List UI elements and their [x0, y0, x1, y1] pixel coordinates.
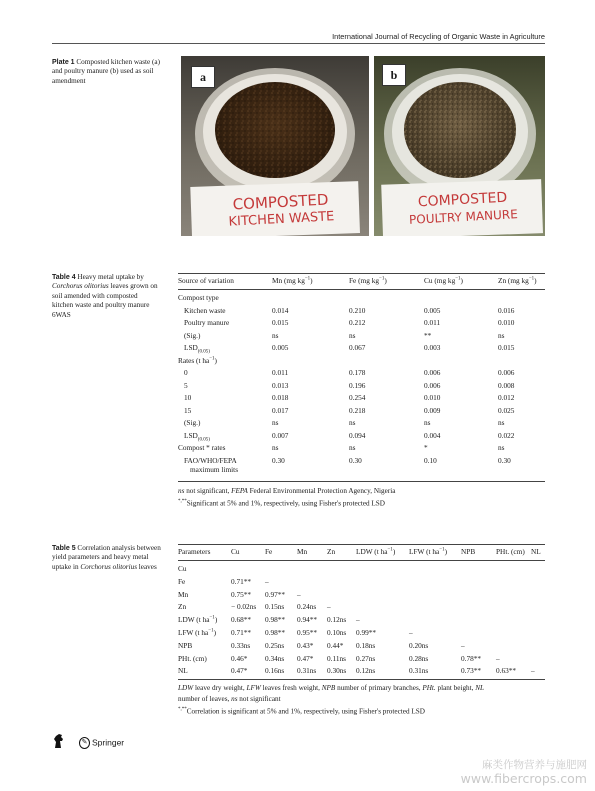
table4-cell: ** — [424, 330, 432, 340]
table4-cell: 0.210 — [349, 305, 366, 315]
table4-header-close: ) — [310, 276, 313, 285]
table4-row-label-text: (Sig.) — [184, 418, 201, 427]
table4-cell: ns — [349, 443, 356, 452]
table4-row-label-line2: maximum limits — [190, 464, 239, 474]
table4-note2-sup: *,** — [178, 499, 187, 504]
table4-cell: ns — [272, 443, 279, 452]
table5-row-label-sup: −1 — [209, 615, 215, 621]
table4-cell: 0.212 — [349, 318, 366, 327]
table5-note2-sup: *,** — [178, 707, 187, 712]
table5-row — [178, 602, 545, 614]
table4-row-label-text: LSD — [184, 430, 198, 440]
journal-header: International Journal of Recycling of Organic Waste in Agriculture — [332, 32, 545, 41]
table5-row-label — [178, 577, 185, 586]
table5-header-cell — [265, 547, 272, 556]
table5-cell: 0.15ns — [265, 602, 285, 612]
table5-cell: – — [327, 602, 331, 612]
table4-header-sup: −1 — [304, 276, 311, 282]
table5-cell: 0.34ns — [265, 653, 285, 663]
table4-row-label-text: Rates (t ha — [178, 355, 210, 365]
table4-row — [178, 356, 545, 368]
table5-row — [178, 615, 545, 627]
table4-row-label-suffix: ) — [214, 355, 217, 365]
table4-cell: ns — [498, 443, 505, 452]
table5-cell: 0.12ns — [327, 615, 347, 625]
table4 — [178, 270, 545, 485]
table4-row — [178, 455, 545, 474]
table5-header-close: ) — [392, 547, 396, 556]
springer-horse-icon — [52, 733, 66, 749]
table4-cell: 0.013 — [272, 380, 289, 390]
table5-cell: 0.28ns — [409, 653, 429, 663]
table5-row-label — [178, 590, 188, 599]
table4-row-label — [184, 406, 191, 415]
table5-row-label — [178, 602, 186, 611]
table4-caption-pre: Heavy metal uptake by — [77, 273, 144, 281]
table4-cell: 0.014 — [272, 305, 289, 315]
table4-row-label — [184, 306, 226, 315]
table4-cell: 0.015 — [272, 318, 289, 327]
table5-row-label — [178, 628, 216, 637]
table5-header-cell — [531, 547, 541, 556]
table4-cell: * — [424, 443, 428, 452]
table4-cell: 0.006 — [498, 368, 515, 377]
table5-caption-pre: Correlation analysis between yield parameters and heavy metal uptake in — [52, 544, 161, 571]
table4-cell: 0.006 — [424, 368, 441, 377]
table5-cell: 0.20ns — [409, 640, 429, 650]
table5-note2-text: Correlation is significant at 5% and 1%, respectively, using Fisher's protected LSD — [186, 707, 425, 716]
header-rule — [52, 43, 545, 44]
table4-cell: ns — [349, 418, 356, 427]
table5-header-sup: −1 — [387, 547, 393, 553]
table4-row-label-text: Poultry manure — [184, 318, 230, 327]
panel-b-tag: b — [382, 64, 406, 86]
table4-cell: 0.196 — [349, 380, 366, 390]
table5-note-text: leaves fresh weight, — [260, 684, 322, 692]
table5-header-cell — [231, 547, 240, 556]
plate1-caption — [52, 58, 172, 86]
table5-header-text: Fe — [265, 547, 273, 556]
table5-header-sup: −1 — [439, 547, 445, 553]
table4-cell: 0.010 — [498, 318, 515, 327]
table4-row-label-text: 0 — [184, 368, 188, 377]
table4-cell: 0.004 — [424, 430, 441, 440]
table4-note2-text: Significant at 5% and 1%, respectively, using Fisher's protected LSD — [186, 499, 385, 508]
table4-row — [178, 343, 545, 355]
table5-row — [178, 590, 545, 602]
table4-row-label-sub: (0.05) — [197, 349, 210, 355]
table5-cell: – — [409, 628, 413, 637]
table5-row-label-suffix: ) — [214, 615, 218, 625]
table4-row-label-text: 15 — [184, 405, 192, 415]
springer-logo — [79, 737, 124, 749]
table5-label: Table 5 — [52, 545, 76, 552]
note-ns-text: not significant, — [184, 487, 232, 495]
table4-header-sup: −1 — [455, 276, 461, 282]
table4-top-rule — [178, 273, 545, 274]
table4-cell: 0.007 — [272, 430, 289, 440]
table5-row — [178, 564, 545, 576]
table5-cell: 0.31ns — [297, 666, 317, 676]
table4-cell: 0.10 — [424, 455, 437, 465]
table4-header-close: ) — [460, 276, 463, 285]
table5-note1 — [178, 684, 484, 692]
table5-cell: 0.18ns — [356, 640, 376, 650]
table4-cell: 0.009 — [424, 405, 441, 415]
table5-header-cell — [461, 547, 475, 556]
table4-header-cell — [272, 276, 313, 285]
table4-cell: ns — [498, 330, 505, 340]
table5-cell: 0.47* — [231, 666, 248, 676]
panel-a-sign-line2: KITCHEN WASTE — [228, 209, 335, 230]
table5-cell: – — [297, 589, 301, 599]
table5-note-abbr: PHt. — [422, 684, 436, 692]
table4-cell: 0.006 — [424, 380, 441, 390]
table5-row-label-sup: −1 — [208, 628, 214, 634]
table4-cell: 0.016 — [498, 305, 515, 315]
table4-row-label — [184, 343, 210, 354]
table5-cell: – — [496, 653, 500, 663]
table5-cell: 0.43* — [297, 640, 314, 650]
table5-row-label-text: Fe — [178, 576, 186, 586]
table5-row-label-text: LDW (t ha — [178, 615, 210, 625]
table5-header-text: Parameters — [178, 547, 211, 556]
table4-header-close: ) — [534, 276, 537, 285]
table4-row — [178, 381, 545, 393]
table4-row — [178, 331, 545, 343]
table5-row — [178, 577, 545, 589]
table5-cell: 0.63** — [496, 666, 517, 676]
note-ns-abbr: ns — [178, 487, 185, 495]
table5-cell: 0.47* — [297, 653, 314, 663]
table5-cell: – — [356, 615, 360, 625]
table4-note1 — [178, 487, 395, 495]
table5-cell: 0.78** — [461, 653, 482, 663]
table4-cell: 0.003 — [424, 343, 441, 352]
table5-caption-species: Corchorus olitorius — [80, 562, 137, 571]
table4-cell: 0.012 — [498, 393, 515, 402]
table5-row-label-text: Zn — [178, 602, 187, 612]
table4-row-label-text: Kitchen waste — [184, 305, 226, 315]
table4-cell: 0.30 — [349, 455, 362, 465]
table5-cell: 0.31ns — [409, 666, 429, 676]
table4-cell: 0.005 — [424, 305, 441, 315]
panel-b-sign-line2: POULTRY MANURE — [408, 207, 519, 227]
table5-cell: 0.10ns — [327, 628, 347, 637]
table5-cell: 0.12ns — [356, 666, 376, 676]
table4-cell: 0.025 — [498, 405, 515, 415]
table4-header-text: Cu (mg kg — [424, 276, 456, 285]
table5-header-text: NL — [531, 547, 541, 556]
table5-row-label — [178, 654, 207, 663]
table5-bottom-rule — [178, 679, 545, 680]
table4-row-label — [184, 318, 229, 327]
table5-note-abbr: LFW — [246, 684, 261, 692]
table4-cell: 0.017 — [272, 405, 289, 415]
table5-row-label-text: Mn — [178, 589, 189, 599]
table4-cell: 0.30 — [498, 455, 511, 465]
table4-cell: 0.218 — [349, 405, 366, 415]
panel-b-sign-line1: COMPOSTED — [417, 189, 508, 211]
table4-row — [178, 368, 545, 380]
table4-header-text: Fe (mg kg — [349, 276, 379, 285]
table4-row-label-text: LSD — [184, 343, 198, 352]
table4-header-cell — [349, 276, 387, 285]
table4-cell: 0.015 — [498, 343, 515, 352]
table5-cell: 0.46* — [231, 653, 248, 663]
table4-row-label — [178, 293, 219, 302]
table5-row-label-text: Cu — [178, 564, 187, 573]
table5-cell: 0.27ns — [356, 653, 376, 663]
table4-row-label — [184, 381, 188, 390]
table5-top-rule — [178, 544, 545, 545]
table4-cell: 0.178 — [349, 368, 366, 377]
table4-header-cell — [424, 276, 463, 285]
table4-row-label — [184, 393, 191, 402]
table4-row-label — [184, 431, 210, 442]
note-fepa-abbr: FEPA — [231, 487, 248, 495]
table5-header-cell — [178, 547, 210, 556]
table5-header-text: NPB — [461, 547, 476, 556]
table5-cell: − 0.02ns — [231, 602, 257, 612]
table4-row-label-text: 10 — [184, 393, 192, 402]
watermark-line2: www.fibercrops.com — [460, 771, 587, 786]
table5-header-text: PHt. (cm) — [496, 547, 525, 556]
table5-header-cell — [356, 547, 395, 556]
table5-cell: 0.71** — [231, 628, 252, 637]
table4-row — [178, 406, 545, 418]
table4-header-text: Mn (mg kg — [272, 276, 305, 285]
table4-cell: 0.094 — [349, 430, 366, 440]
table4-header-cell — [498, 276, 537, 285]
table5-note-abbr: LDW — [178, 684, 194, 692]
table4-row-label-text: (Sig.) — [184, 330, 201, 340]
table5-header-text: LFW (t ha — [409, 547, 440, 556]
table5-header-cell — [496, 547, 525, 556]
table5-cell: – — [265, 576, 269, 586]
table4-cell: ns — [498, 418, 505, 427]
table4-bottom-rule — [178, 481, 545, 482]
table4-header-rule — [178, 289, 545, 290]
table4-row-label — [184, 368, 188, 377]
table5-note-text: number of primary branches, — [335, 684, 423, 692]
springer-circle-icon: ✎ — [79, 737, 90, 749]
table5 — [178, 541, 545, 681]
table5-header-cell — [409, 547, 447, 556]
table5-cell: 0.30ns — [327, 666, 347, 676]
table5-header-text: Mn — [297, 547, 308, 556]
table5-header-text: Cu — [231, 547, 240, 556]
table5-row-label — [178, 641, 192, 650]
table5-row-label-text: LFW (t ha — [178, 628, 209, 637]
table4-header-sup: −1 — [379, 276, 385, 282]
table4-row-label-text: Compost * rates — [178, 443, 226, 452]
table4-label: Table 4 — [52, 274, 76, 281]
table4-cell: 0.254 — [349, 393, 366, 402]
table5-cell: – — [461, 640, 465, 650]
table4-row — [178, 431, 545, 443]
table4-caption — [52, 273, 160, 320]
table5-cell: 0.98** — [265, 615, 286, 625]
table5-row-label — [178, 615, 217, 624]
table4-cell: ns — [272, 418, 279, 427]
table4-row-label-text: FAO/WHO/FEPA — [184, 455, 237, 465]
table5-note-ns-abbr: ns — [231, 695, 238, 703]
table5-row — [178, 641, 545, 653]
table4-cell: ns — [424, 418, 431, 427]
table4-cell: ns — [272, 330, 279, 340]
table5-row-label-text: NL — [178, 666, 188, 676]
table5-row-label-text: PHt. (cm) — [178, 653, 207, 663]
table4-cell: 0.30 — [272, 455, 285, 465]
table5-cell: 0.68** — [231, 615, 252, 625]
table4-caption-post: leaves grown on soil amended with composted kitchen waste and poultry manure 6WAS — [52, 282, 158, 319]
table4-header-text: Zn (mg kg — [498, 276, 529, 285]
table4-header-sup: −1 — [528, 276, 535, 282]
table5-note-text: leave dry weight, — [193, 684, 247, 692]
table4-cell: 0.067 — [349, 343, 366, 352]
table4-row-label-text: Compost type — [178, 293, 219, 302]
table5-header-text: Zn — [327, 547, 336, 556]
table4-row-label — [184, 331, 200, 340]
table5-cell: – — [531, 666, 535, 676]
table5-cell: 0.71** — [231, 576, 252, 586]
table5-cell: 0.25ns — [265, 640, 285, 650]
table5-caption-post: leaves — [137, 562, 157, 571]
table4-cell: 0.005 — [272, 343, 289, 352]
table4-cell: 0.008 — [498, 380, 515, 390]
table5-cell: 0.75** — [231, 589, 252, 599]
table4-cell: 0.011 — [272, 368, 289, 377]
table5-header-text: LDW (t ha — [356, 547, 388, 556]
table5-caption — [52, 544, 162, 572]
table4-row-label — [178, 356, 217, 365]
table5-row — [178, 666, 545, 678]
table5-header-close: ) — [444, 547, 448, 556]
table5-cell: 0.97** — [265, 589, 286, 599]
table4-row — [178, 318, 545, 330]
table5-header-rule — [178, 560, 545, 561]
table4-header-text: Source of variation — [178, 276, 234, 285]
table5-note-nl-text: number of leaves, — [178, 695, 232, 703]
table4-row-label — [184, 418, 200, 427]
table4-note2 — [178, 499, 385, 507]
watermark-line1: 麻类作物营养与施肥网 — [482, 759, 587, 771]
table4-row-label — [178, 443, 225, 452]
table5-header-cell — [297, 547, 307, 556]
table4-row-label — [184, 456, 238, 474]
table4-row — [178, 443, 545, 455]
table4-cell: 0.011 — [424, 318, 441, 327]
table5-cell: 0.95** — [297, 628, 318, 637]
table5-note-abbr: NL — [475, 684, 485, 692]
table5-cell: 0.98** — [265, 628, 286, 637]
table4-cell: 0.010 — [424, 393, 441, 402]
table5-row — [178, 654, 545, 666]
table5-row-label-text: NPB — [178, 640, 193, 650]
table5-cell: 0.44* — [327, 640, 344, 650]
table5-cell: 0.73** — [461, 666, 482, 676]
table4-row — [178, 293, 545, 305]
table4-row-label-sup: −1 — [209, 356, 215, 362]
table5-cell: 0.94** — [297, 615, 318, 625]
panel-a-tag: a — [191, 66, 215, 88]
table5-row — [178, 628, 545, 640]
table4-header-close: ) — [384, 276, 387, 285]
table5-cell: 0.24ns — [297, 602, 317, 612]
photo-kitchen-waste — [181, 56, 369, 236]
table5-cell: 0.33ns — [231, 640, 251, 650]
photo-poultry-manure — [374, 56, 545, 236]
table5-row-label-suffix: ) — [213, 628, 217, 637]
table4-header-cell — [178, 276, 234, 285]
table5-header-cell — [327, 547, 335, 556]
table5-row-label — [178, 666, 188, 675]
springer-label: Springer — [92, 737, 125, 748]
plate1-caption-text: Composted kitchen waste (a) and poultry manure (b) used as soil amendment — [52, 58, 161, 85]
note-fepa-text: Federal Environmental Protection Agency, Nigeria — [247, 487, 396, 495]
table4-cell: 0.018 — [272, 393, 289, 402]
panel-a-sign-line1: COMPOSTED — [232, 190, 329, 214]
table4-row — [178, 418, 545, 430]
table5-note1-line2 — [178, 695, 281, 703]
table4-row — [178, 393, 545, 405]
table5-note-text: plant beight, — [435, 684, 476, 692]
table4-caption-species: Corchorus olitorius — [52, 282, 109, 291]
table4-cell: 0.022 — [498, 430, 515, 440]
table4-row-label-sub: (0.05) — [197, 436, 210, 442]
table5-note-abbr: NPB — [321, 684, 336, 692]
table5-cell: 0.16ns — [265, 666, 285, 676]
table4-row — [178, 306, 545, 318]
table5-note-ns-text: not significant — [237, 695, 281, 703]
table5-note2 — [178, 707, 425, 715]
table5-cell: 0.11ns — [327, 653, 346, 663]
table5-cell: 0.99** — [356, 628, 377, 637]
table5-row-label — [178, 564, 187, 573]
table4-row-label-text: 5 — [184, 380, 188, 390]
table4-cell: ns — [349, 330, 356, 340]
plate1-label: Plate 1 — [52, 59, 75, 66]
